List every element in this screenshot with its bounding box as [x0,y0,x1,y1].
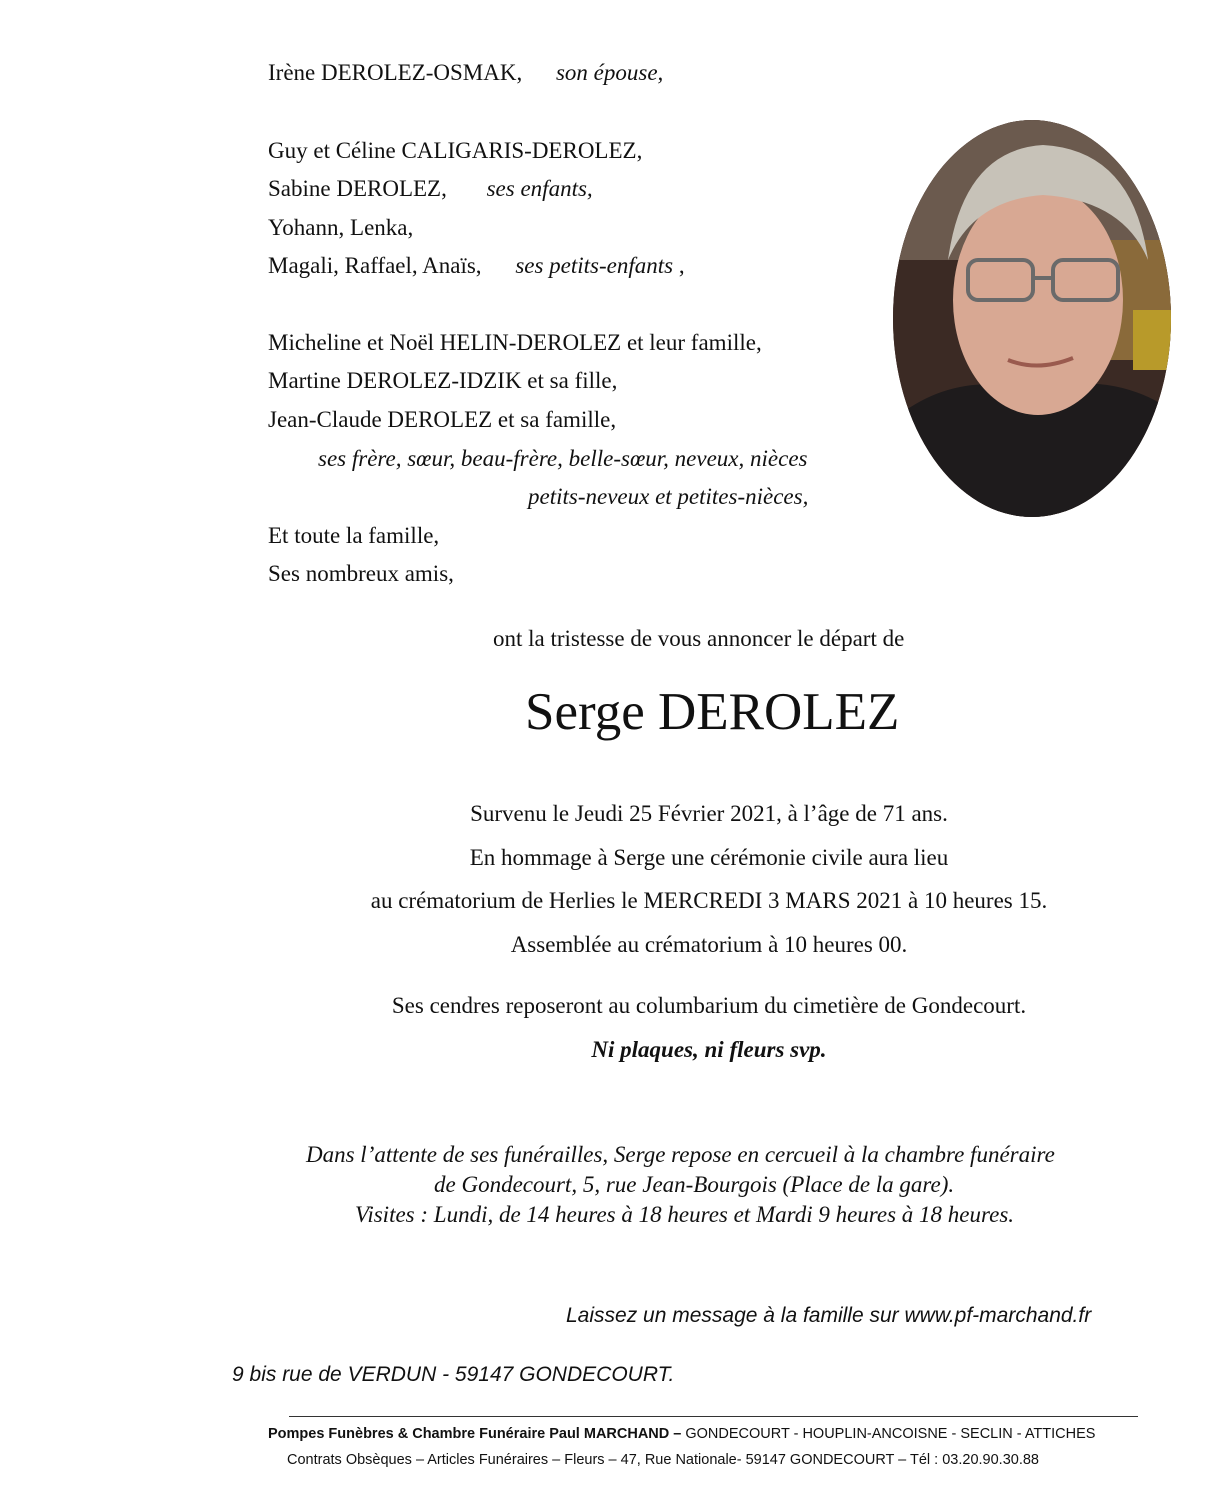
visits-line-1: Dans l’attente de ses funérailles, Serge repose en cercueil à la chambre funéraire [306,1142,1055,1167]
siblings-line-3: Jean-Claude DEROLEZ et sa famille, [268,407,617,432]
visits-line-3: Visites : Lundi, de 14 heures à 18 heures et Mardi 9 heures à 18 heures. [355,1202,1015,1227]
footer-company-line [268,1426,1095,1442]
siblings-role-1: ses frère, sœur, beau-frère, belle-sœur, neveux, nièces [318,446,808,471]
siblings-line-2: Martine DEROLEZ-IDZIK et sa fille, [268,368,618,393]
siblings-line-1: Micheline et Noël HELIN-DEROLEZ et leur famille, [268,330,762,355]
footer-company-name: Pompes Funèbres & Chambre Funéraire Paul MARCHAND – [268,1426,682,1442]
visits-line-2: de Gondecourt, 5, rue Jean-Bourgois (Place de la gare). [434,1172,955,1197]
spouse-name: Irène DEROLEZ-OSMAK, [268,60,523,85]
announcement-intro: ont la tristesse de vous annoncer le départ de [493,626,905,651]
spouse-line [268,60,663,86]
footer-divider [289,1416,1138,1417]
grandchildren-comma: , [678,253,685,278]
details-line-5: Ses cendres reposeront au columbarium du cimetière de Gondecourt. [391,993,1027,1018]
children-name: Sabine DEROLEZ, [268,176,447,201]
deceased-name: Serge DEROLEZ [525,683,900,741]
children-role: ses enfants, [486,176,593,201]
footer-locations: GONDECOURT - HOUPLIN-ANCOISNE - SECLIN - ATTICHES [685,1426,1096,1442]
details-line-4: Assemblée au crématorium à 10 heures 00. [510,932,908,957]
details-line-2: En hommage à Serge une cérémonie civile aura lieu [469,845,949,870]
online-message-link[interactable]: Laissez un message à la famille sur www.pf-marchand.fr [566,1304,1092,1327]
no-flowers-note: Ni plaques, ni fleurs svp. [591,1037,827,1062]
grandchildren-names: Magali, Raffael, Anaïs, [268,253,482,278]
grandchildren-line-2 [268,253,685,279]
footer-services-line: Contrats Obsèques – Articles Funéraires – Fleurs – 47, Rue Nationale- 59147 GONDECOURT – Tél : 03.20.90.30.88 [287,1452,1039,1468]
friends-line: Ses nombreux amis, [268,561,454,586]
children-line-1: Guy et Céline CALIGARIS-DEROLEZ, [268,138,643,163]
details-line-3: au crématorium de Herlies le MERCREDI 3 MARS 2021 à 10 heures 15. [370,888,1048,913]
grandchildren-line-1: Yohann, Lenka, [268,215,414,240]
address-line: 9 bis rue de VERDUN - 59147 GONDECOURT. [232,1363,675,1386]
children-line-2 [268,176,593,202]
siblings-role-2: petits-neveux et petites-nièces, [528,484,809,509]
all-family-line: Et toute la famille, [268,523,440,548]
details-line-1: Survenu le Jeudi 25 Février 2021, à l’âge de 71 ans. [470,801,948,826]
portrait-photo [893,120,1171,517]
spouse-role: son épouse, [555,60,664,85]
grandchildren-role: ses petits-enfants [515,253,674,278]
